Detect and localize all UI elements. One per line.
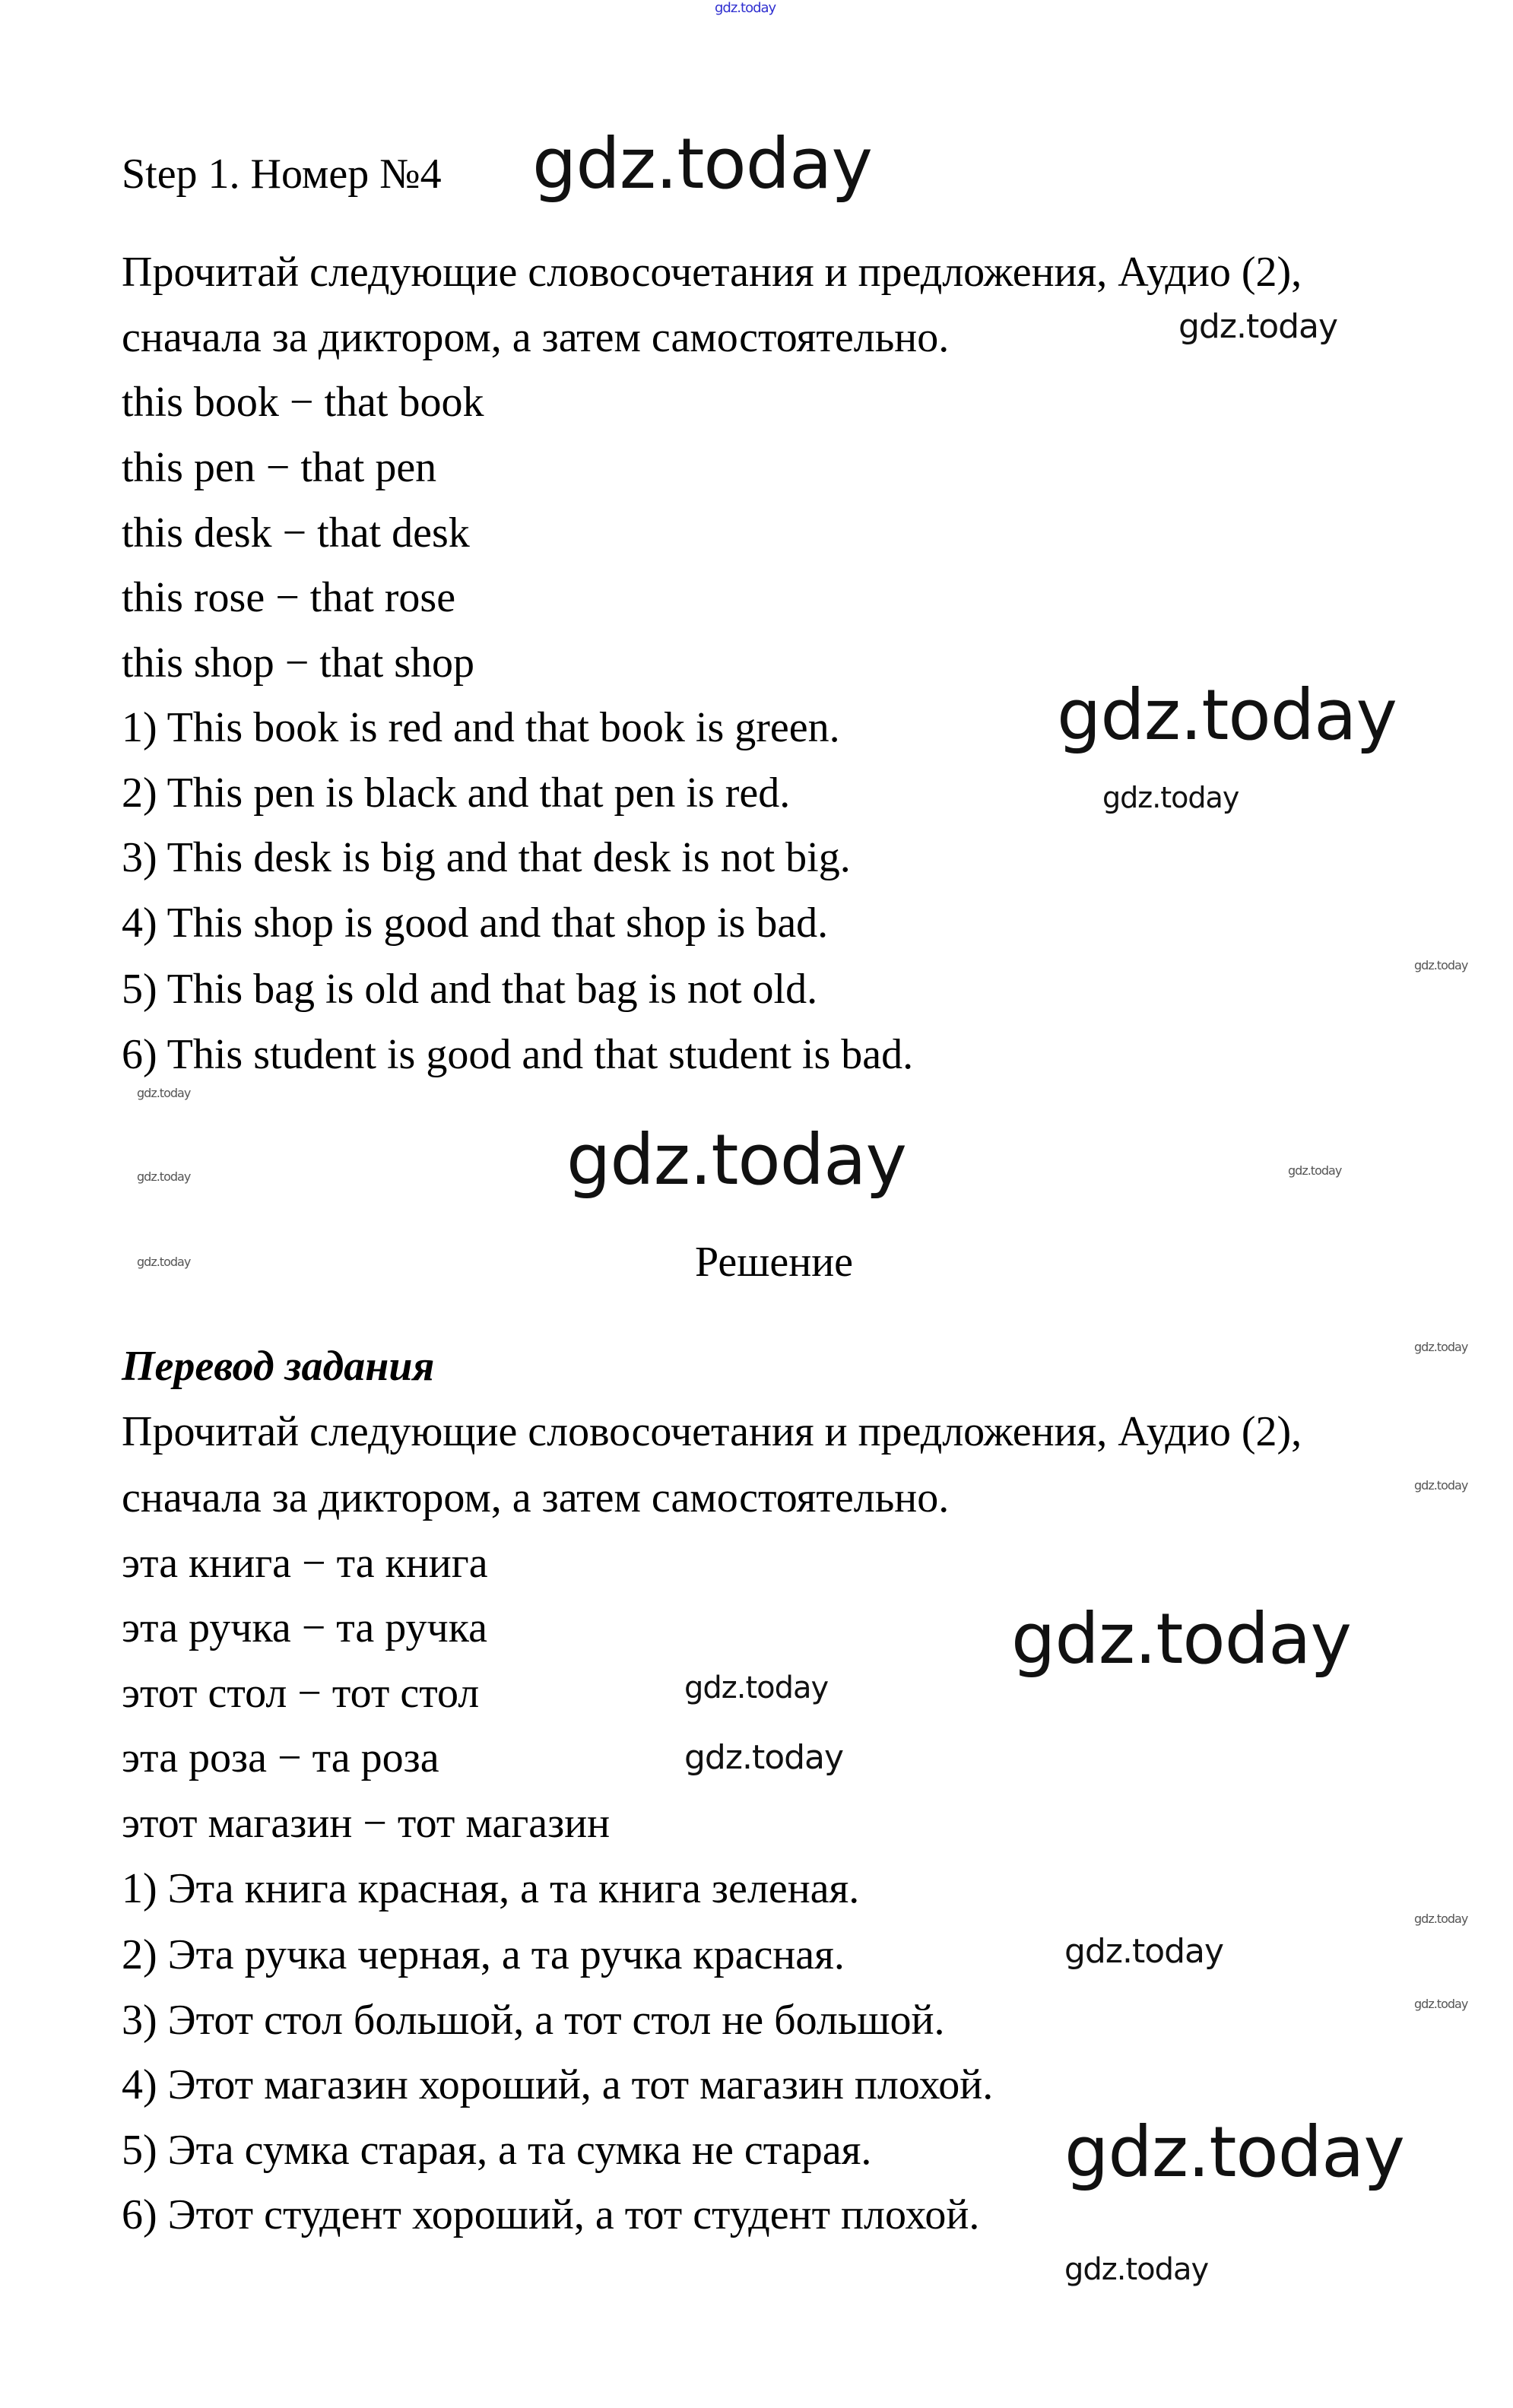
translated-sentence: 2) Эта ручка черная, а та ручка красная.: [122, 1931, 845, 1978]
watermark: gdz.today: [1064, 1932, 1224, 1971]
task-instruction-line-1: Прочитай следующие словосочетания и предложения, Аудио (2),: [122, 249, 1302, 296]
watermark: gdz.today: [684, 1738, 844, 1777]
sentence: 3) This desk is big and that desk is not big.: [122, 834, 851, 881]
watermark: gdz.today: [1064, 2252, 1209, 2287]
watermark: gdz.today: [1414, 1340, 1468, 1354]
watermark: gdz.today: [1414, 1911, 1468, 1926]
watermark: gdz.today: [137, 1086, 191, 1100]
watermark: gdz.today: [1178, 307, 1338, 346]
sentence: 6) This student is good and that student is bad.: [122, 1031, 914, 1078]
phrase: this shop − that shop: [122, 639, 475, 687]
translation-instruction-line-1: Прочитай следующие словосочетания и предложения, Аудио (2),: [122, 1408, 1302, 1455]
translated-sentence: 6) Этот студент хороший, а тот студент плохой.: [122, 2191, 980, 2238]
sentence: 1) This book is red and that book is green.: [122, 704, 840, 751]
sentence: 5) This bag is old and that bag is not old.: [122, 966, 818, 1013]
translated-sentence: 5) Эта сумка старая, а та сумка не старая.: [122, 2127, 872, 2174]
translated-phrase: этот магазин − тот магазин: [122, 1800, 611, 1847]
watermark: gdz.today: [1288, 1163, 1342, 1178]
watermark: gdz.today: [137, 1255, 191, 1269]
watermark: gdz.today: [1064, 2111, 1404, 2193]
sentence: 4) This shop is good and that shop is bad.: [122, 899, 829, 947]
watermark: gdz.today: [1057, 674, 1397, 756]
translated-sentence: 1) Эта книга красная, а та книга зеленая.: [122, 1865, 860, 1912]
phrase: this desk − that desk: [122, 509, 470, 557]
page-title: Step 1. Номер №4: [122, 151, 442, 198]
phrase: this book − that book: [122, 379, 484, 426]
translation-instruction-line-2: сначала за диктором, а затем самостоятельно.: [122, 1474, 950, 1521]
task-instruction-line-2: сначала за диктором, а затем самостоятельно.: [122, 314, 950, 361]
translated-sentence: 3) Этот стол большой, а тот стол не большой.: [122, 1997, 945, 2044]
watermark: gdz.today: [684, 1670, 829, 1705]
watermark: gdz.today: [715, 0, 776, 16]
watermark: gdz.today: [1102, 781, 1239, 814]
translation-heading: Перевод задания: [122, 1343, 435, 1390]
translated-phrase: этот стол − тот стол: [122, 1670, 480, 1717]
watermark: gdz.today: [1414, 1997, 1468, 2011]
solution-heading: Решение: [694, 1239, 854, 1286]
translated-sentence: 4) Этот магазин хороший, а тот магазин плохой.: [122, 2061, 994, 2108]
sentence: 2) This pen is black and that pen is red.: [122, 769, 791, 817]
watermark: gdz.today: [532, 123, 872, 205]
watermark: gdz.today: [137, 1169, 191, 1184]
translated-phrase: эта роза − та роза: [122, 1734, 439, 1781]
watermark: gdz.today: [1414, 1478, 1468, 1493]
phrase: this rose − that rose: [122, 574, 456, 621]
watermark: gdz.today: [1011, 1598, 1351, 1680]
translated-phrase: эта ручка − та ручка: [122, 1604, 487, 1651]
watermark: gdz.today: [566, 1119, 906, 1201]
translated-phrase: эта книга − та книга: [122, 1540, 488, 1587]
phrase: this pen − that pen: [122, 444, 437, 491]
watermark: gdz.today: [1414, 958, 1468, 972]
